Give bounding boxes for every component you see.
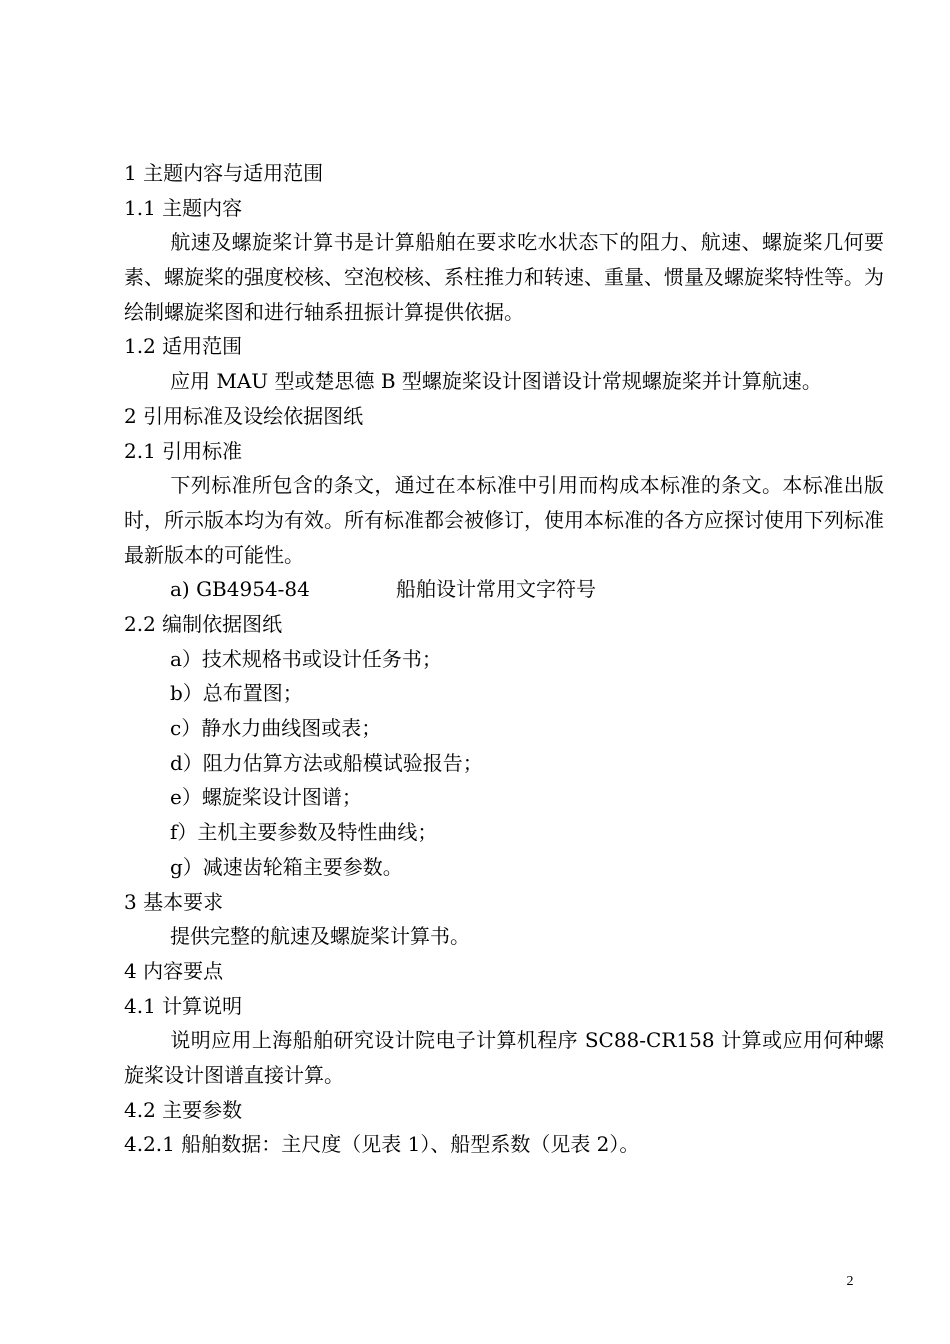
section-4-2-heading: 4.2 主要参数	[124, 1097, 243, 1122]
reference-standard-item	[124, 572, 884, 607]
section-4-heading: 4 内容要点	[124, 958, 224, 983]
section-1-1-heading: 1.1 主题内容	[124, 195, 243, 220]
section-4-2-1-line: 4.2.1 船舶数据：主尺度（见表 1）、船型系数（见表 2）。	[124, 1132, 640, 1157]
list-item: d）阻力估算方法或船模试验报告；	[170, 750, 483, 775]
section-4-1-text: 说明应用上海船舶研究设计院电子计算机程序 SC88-CR158 计算或应用何种螺旋桨设计图谱直接计算。	[124, 1028, 884, 1087]
section-1-1-paragraph	[124, 225, 884, 329]
list-item: a）技术规格书或设计任务书；	[170, 646, 442, 671]
list-item: c）静水力曲线图或表；	[170, 716, 382, 741]
section-1-2-paragraph: 应用 MAU 型或楚思德 B 型螺旋桨设计图谱设计常规螺旋桨并计算航速。	[170, 369, 822, 394]
section-2-heading: 2 引用标准及设绘依据图纸	[124, 403, 364, 428]
section-2-2-heading: 2.2 编制依据图纸	[124, 612, 283, 637]
reference-standard-code: a) GB4954-84	[170, 577, 310, 602]
section-2-1-text: 下列标准所包含的条文，通过在本标准中引用而构成本标准的条文。本标准出版时，所示版本均为有效。所有标准都会被修订，使用本标准的各方应探讨使用下列标准最新版本的可能性。	[124, 473, 884, 567]
list-item: e）螺旋桨设计图谱；	[170, 785, 362, 810]
section-1-heading: 1 主题内容与适用范围	[124, 161, 324, 185]
reference-standard-name: 船舶设计常用文字符号	[396, 577, 596, 602]
list-item: g）减速齿轮箱主要参数。	[170, 854, 403, 879]
section-4-1-heading: 4.1 计算说明	[124, 993, 243, 1018]
section-1-1-text: 航速及螺旋桨计算书是计算船舶在要求吃水状态下的阻力、航速、螺旋桨几何要素、螺旋桨的强度校核、空泡校核、系柱推力和转速、重量、惯量及螺旋桨特性等。为绘制螺旋桨图和进行轴系扭振计算提供依据。	[124, 230, 884, 324]
list-item: f）主机主要参数及特性曲线；	[170, 820, 438, 845]
section-3-heading: 3 基本要求	[124, 889, 224, 914]
section-2-1-paragraph	[124, 468, 884, 572]
section-3-paragraph: 提供完整的航速及螺旋桨计算书。	[170, 924, 470, 949]
document-body	[124, 156, 884, 1162]
section-4-1-paragraph	[124, 1023, 884, 1092]
page-number: 2	[846, 1274, 854, 1289]
section-1-2-heading: 1.2 适用范围	[124, 334, 243, 359]
list-item: b）总布置图；	[170, 681, 303, 706]
section-2-1-heading: 2.1 引用标准	[124, 438, 243, 463]
